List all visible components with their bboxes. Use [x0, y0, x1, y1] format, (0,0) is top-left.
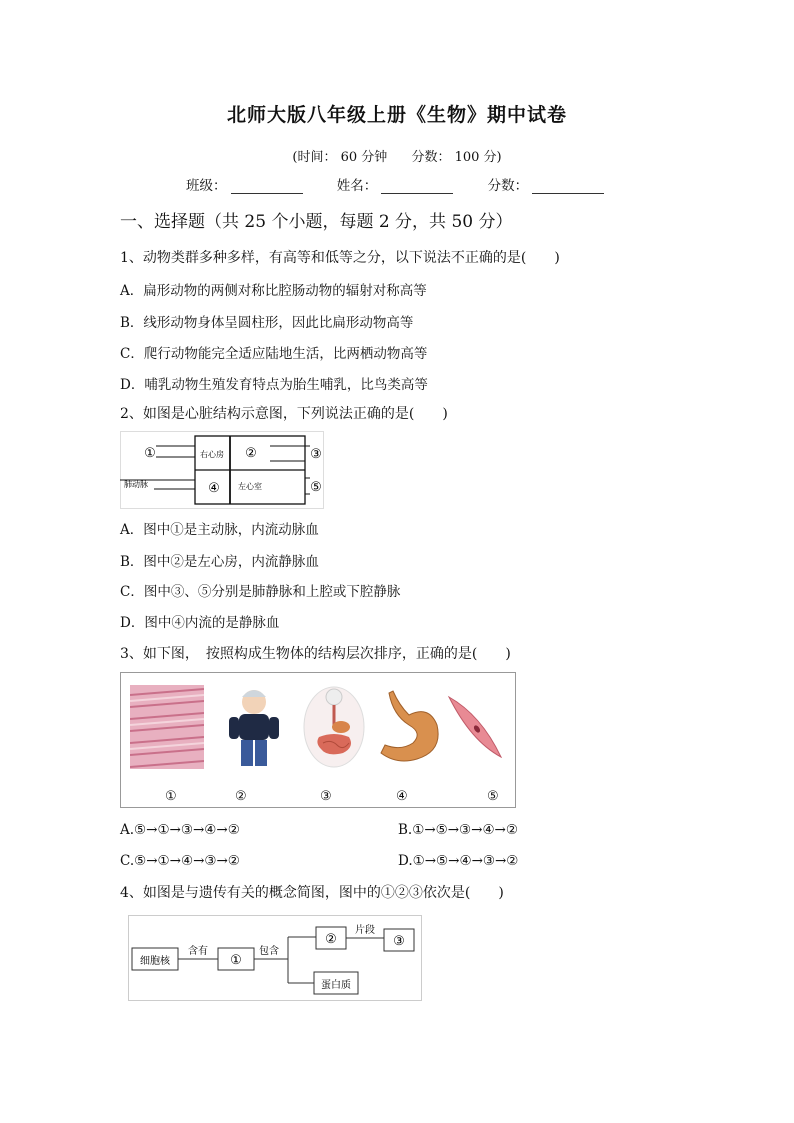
edge-segment: 片段: [355, 925, 375, 936]
node-protein: 蛋白质: [321, 980, 351, 991]
score-field: [488, 174, 605, 194]
stomach-image: [373, 685, 447, 769]
q3-option-a: A.⑤→①→③→④→②: [120, 822, 240, 838]
node-3: ③: [393, 933, 405, 948]
q1-option-d: D．哺乳动物生殖发育特点为胎生哺乳，比鸟类高等: [120, 377, 428, 393]
q1-option-c: C．爬行动物能完全适应陆地生活，比两栖动物高等: [120, 346, 428, 362]
q3-label-2: ②: [235, 789, 247, 804]
heart-label-pulmonary-artery: 肺动脉: [124, 480, 148, 489]
q1-option-b: B．线形动物身体呈圆柱形，因此比扁形动物高等: [120, 315, 414, 331]
heart-label-2: ②: [245, 445, 257, 460]
question-2-stem: 2、如图是心脏结构示意图，下列说法正确的是( ): [120, 406, 448, 422]
class-blank[interactable]: [231, 179, 303, 194]
baby-image: [217, 685, 291, 769]
q2-option-d: D．图中④内流的是静脉血: [120, 615, 280, 631]
name-blank[interactable]: [381, 179, 453, 194]
q3-option-c: C.⑤→①→④→③→②: [120, 853, 240, 869]
q3-label-4: ④: [396, 789, 408, 804]
edge-contains: 含有: [188, 946, 208, 957]
heart-label-left-ventricle: 左心室: [238, 482, 262, 491]
genetics-concept-map: [128, 915, 422, 1001]
score-label: 分数：: [487, 178, 529, 194]
question-1-stem: 1、动物类群多种多样，有高等和低等之分，以下说法不正确的是( ): [120, 250, 560, 266]
name-field: [337, 174, 454, 194]
muscle-cell-image: [441, 685, 511, 769]
exam-meta: [0, 146, 794, 165]
class-label: 班级：: [186, 178, 227, 194]
exam-time: (时间： 60 分钟: [292, 150, 388, 165]
q2-option-c: C．图中③、⑤分别是肺静脉和上腔或下腔静脉: [120, 584, 401, 600]
question-4-stem: 4、如图是与遗传有关的概念简图，图中的①②③依次是( ): [120, 885, 504, 901]
tissue-image: [130, 685, 204, 769]
node-2: ②: [325, 931, 337, 946]
student-info: [186, 174, 666, 194]
q2-option-a: A．图中①是主动脉，内流动脉血: [120, 522, 319, 538]
exam-score: 分数： 100 分): [411, 150, 502, 165]
structure-levels-figure: [120, 672, 516, 808]
heart-diagram: [120, 431, 324, 509]
q3-option-b: B.①→⑤→③→④→②: [398, 822, 518, 838]
edge-includes: 包含: [259, 946, 279, 957]
q3-label-3: ③: [320, 789, 332, 804]
name-label: 姓名：: [336, 178, 378, 194]
heart-label-1: ①: [144, 445, 156, 460]
heart-label-5: ⑤: [310, 479, 322, 494]
heart-label-4: ④: [208, 480, 220, 495]
heart-label-right-atrium: 右心房: [200, 450, 224, 459]
q2-option-b: B．图中②是左心房，内流静脉血: [120, 554, 319, 570]
q3-label-1: ①: [165, 789, 177, 804]
q3-option-d: D.①→⑤→④→③→②: [398, 853, 519, 869]
heart-label-3: ③: [310, 446, 322, 461]
question-3-stem: 3、如下图， 按照构成生物体的结构层次排序，正确的是( ): [120, 646, 511, 662]
node-1: ①: [230, 952, 242, 967]
digestive-system-image: [297, 685, 371, 769]
page-title: 北师大版八年级上册《生物》期中试卷: [226, 104, 567, 126]
section-heading: 一、选择题（共 25 个小题，每题 2 分，共 50 分）: [120, 212, 513, 232]
node-nucleus: 细胞核: [140, 956, 170, 967]
q1-option-a: A．扁形动物的两侧对称比腔肠动物的辐射对称高等: [120, 283, 427, 299]
q3-label-5: ⑤: [487, 789, 499, 804]
score-blank[interactable]: [532, 179, 604, 194]
class-field: [186, 174, 303, 194]
